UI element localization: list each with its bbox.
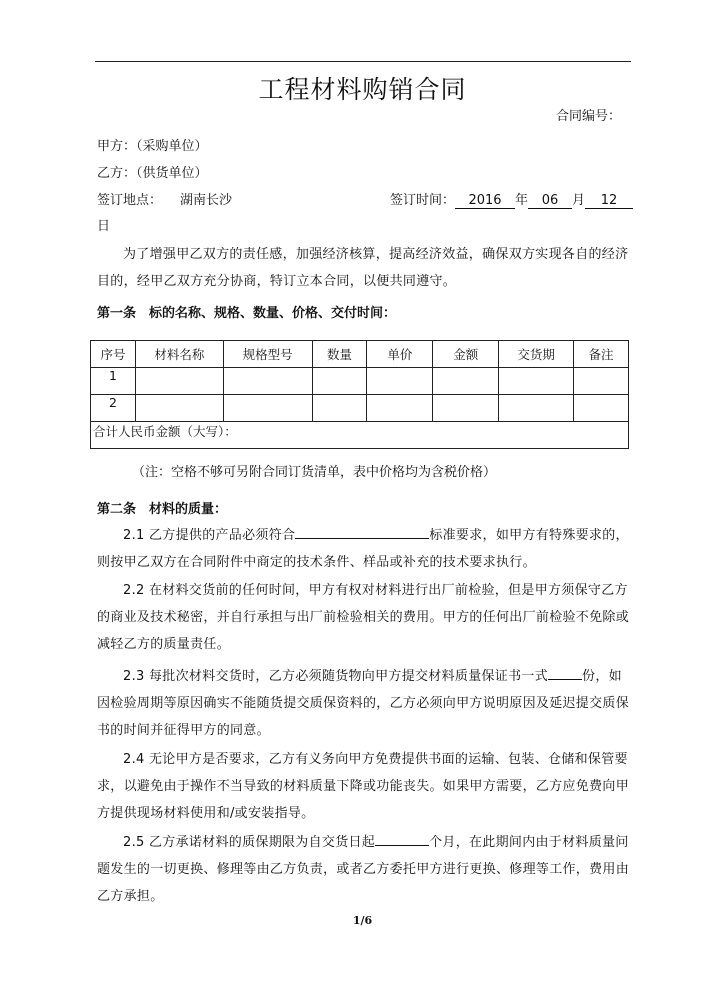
clause-2-2: 2.2 在材料交货前的任何时间，甲方有权对材料进行出厂前检验，但是甲方须保守乙方的商业及技术秘密，并自行承担与出厂前检验相关的费用。甲方的任何出厂前检验不免除或减轻乙方的质量责任。: [97, 583, 630, 652]
clause-2-3-start: 2.3 每批次材料交货时，乙方必须随货物向甲方提交材料质量保证书一式: [123, 669, 549, 684]
article1-heading: 第一条 标的名称、规格、数量、价格、交付时间：: [97, 306, 397, 321]
table-cell: [223, 368, 312, 395]
clause-2-4: 2.4 无论甲方是否要求，乙方有义务向甲方免费提供书面的运输、包装、仓储和保管要求，以避免由于操作不当导致的材料质量下降或功能丧失。如果甲方需要，乙方应免费向甲方提供现场材料使用和/或安装指导。: [97, 752, 630, 821]
signing-day: 12: [585, 194, 633, 209]
table-row: [91, 395, 629, 422]
article2-heading: 第二条 材料的质量：: [97, 502, 228, 517]
table-cell: [312, 368, 367, 395]
copies-blank: [548, 679, 582, 680]
table-cell: [367, 395, 433, 422]
header-cell: 金额: [433, 341, 499, 368]
signing-place-label: 签订地点：: [97, 193, 163, 208]
table-cell: [499, 395, 574, 422]
standard-blank: [295, 538, 429, 539]
table-cell: [574, 368, 629, 395]
total-amount-label: 合计人民币金额（大写）：: [91, 422, 629, 449]
clause-2-1-rest: 标准要求，如甲方有特殊要求的，则按甲乙双方在合同附件中商定的技术条件、样品或补充的技术要求执行。: [97, 528, 629, 570]
table-row: [91, 368, 629, 395]
party-a: 甲方：（采购单位）: [97, 139, 208, 154]
month-unit: 月: [572, 193, 586, 208]
signing-time: [390, 193, 633, 209]
total-row: [91, 422, 629, 449]
header-rule: [95, 61, 631, 62]
table-cell: [433, 395, 499, 422]
party-b: 乙方：（供货单位）: [97, 166, 208, 181]
table-cell: [499, 368, 574, 395]
signing-time-label: 签订时间：: [390, 193, 456, 208]
header-cell: 交货期: [499, 341, 574, 368]
row-number: 1: [91, 368, 136, 395]
clause-2-5-start: 2.5 乙方承诺材料的质保期限为自交货日起: [123, 835, 376, 850]
document-title: 工程材料购销合同: [258, 75, 467, 104]
table-cell: [433, 368, 499, 395]
table-cell: [135, 368, 223, 395]
day-unit: 日: [97, 219, 111, 234]
table-note: （注：空格不够可另附合同订货清单，表中价格均为含税价格）: [132, 465, 497, 480]
header-cell: 数量: [312, 341, 367, 368]
header-cell: 规格型号: [223, 341, 312, 368]
signing-year: 2016: [455, 194, 515, 209]
clause-2-5-rest: 个月，在此期间内由于材料质量问题发生的一切更换、修理等由乙方负责，或者乙方委托甲方进行更换、修理等工作，费用由乙方承担。: [97, 835, 630, 904]
table-cell: [223, 395, 312, 422]
clause-2-5: [97, 829, 632, 910]
table-cell: [574, 395, 629, 422]
items-table: [90, 340, 629, 449]
header-cell: 材料名称: [135, 341, 223, 368]
clause-2-3: [97, 663, 632, 744]
row-number: 2: [91, 395, 136, 422]
table-cell: [312, 395, 367, 422]
contract-number-label: 合同编号：: [556, 109, 622, 124]
table-header-row: [91, 341, 629, 368]
signing-place-value: 湖南长沙: [180, 193, 233, 208]
intro-paragraph: 为了增强甲乙双方的责任感，加强经济核算，提高经济效益，确保双方实现各自的经济目的，经甲乙双方充分协商，特订立本合同，以便共同遵守。: [97, 247, 629, 289]
clause-2-1-start: 2.1 乙方提供的产品必须符合: [123, 528, 296, 543]
header-cell: 备注: [574, 341, 629, 368]
header-cell: 单价: [367, 341, 433, 368]
page-number: 1/6: [352, 914, 373, 927]
warranty-months-blank: [375, 845, 429, 846]
header-cell: 序号: [91, 341, 136, 368]
clause-2-3-rest: 份，如因检验周期等原因确实不能随货提交质保资料的，乙方必须向甲方说明原因及延迟提交质保书的时间并征得甲方的同意。: [97, 669, 630, 738]
table-cell: [367, 368, 433, 395]
year-unit: 年: [515, 193, 529, 208]
clause-2-1: [97, 522, 632, 576]
signing-month: 06: [528, 194, 572, 209]
table-cell: [135, 395, 223, 422]
